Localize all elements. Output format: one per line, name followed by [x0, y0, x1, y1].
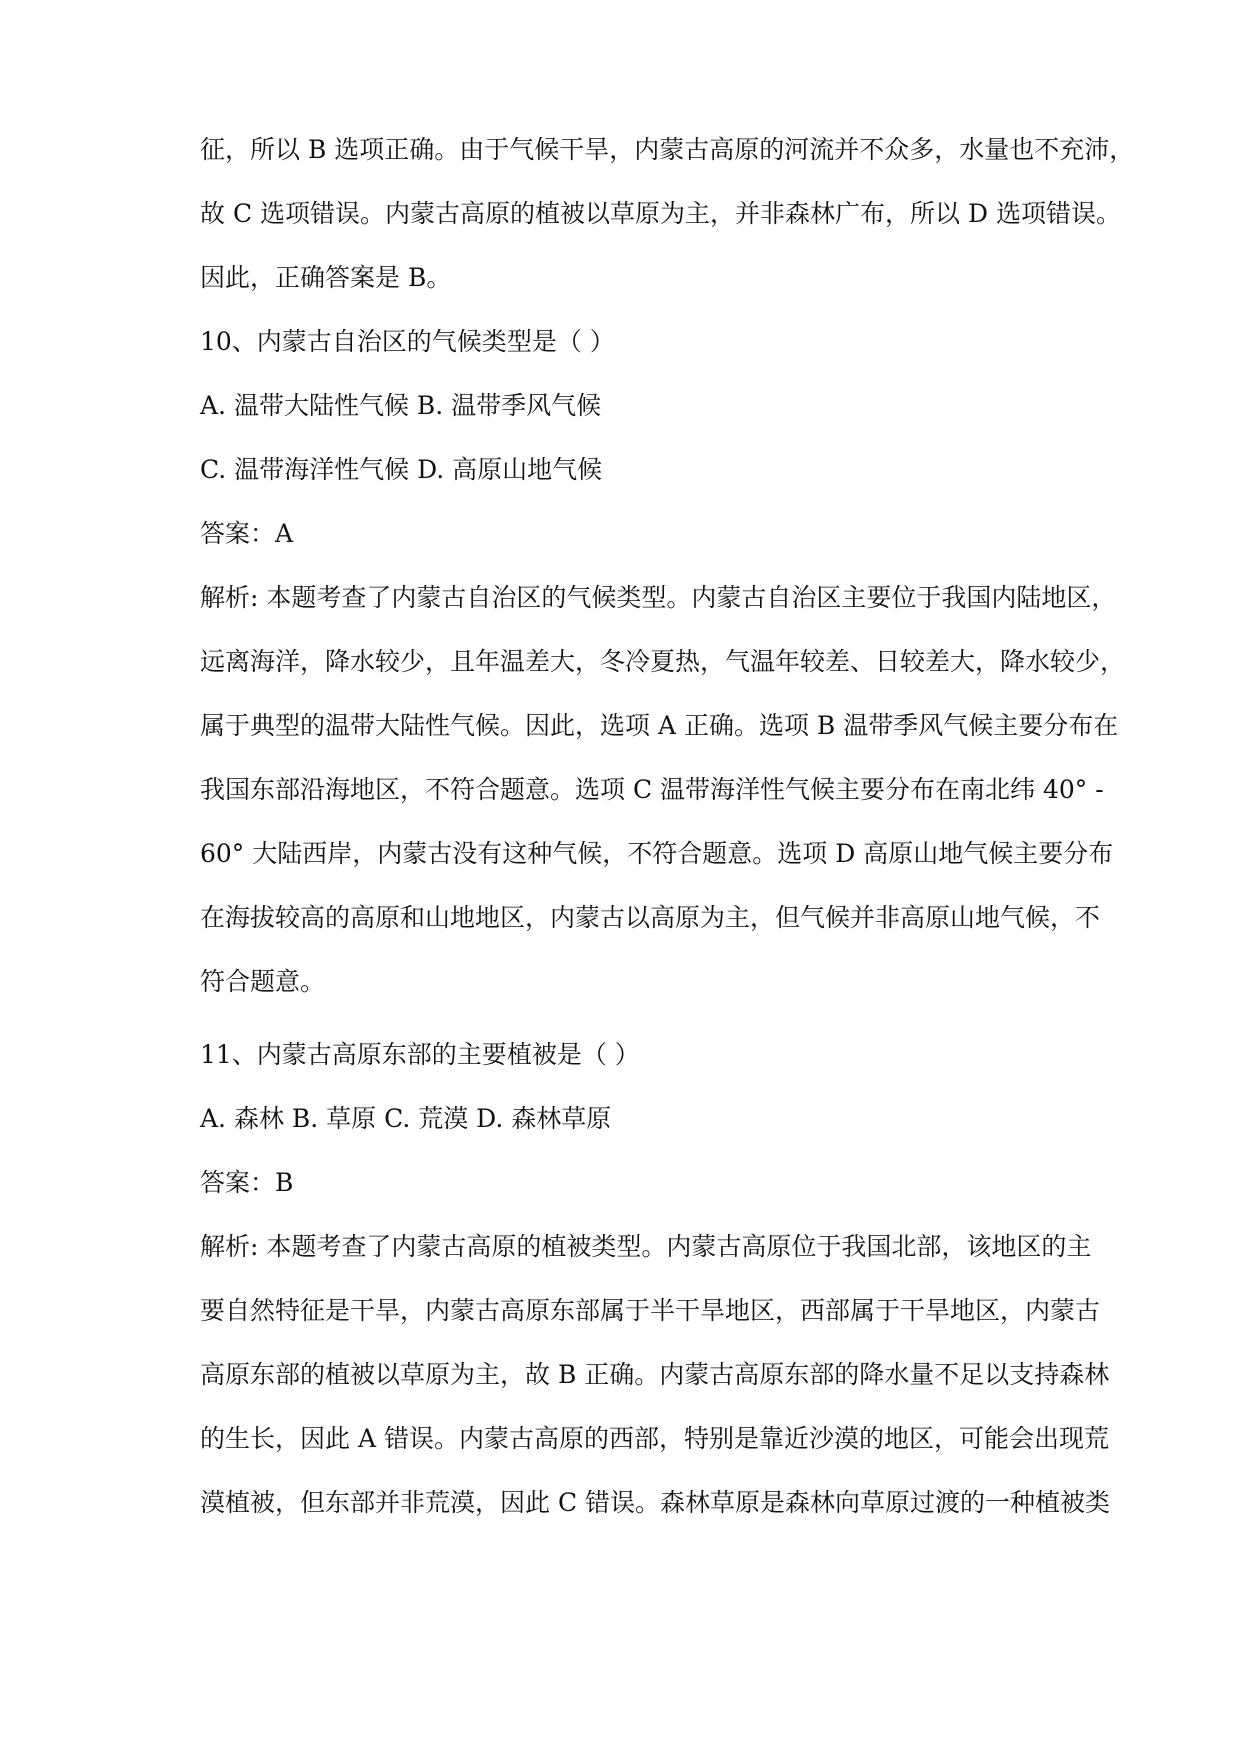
question-11-analysis: 解析: 本题考查了内蒙古高原的植被类型。内蒙古高原位于我国北部，该地区的主 — [200, 1232, 1092, 1261]
question-11-options: A. 森林 B. 草原 C. 荒漠 D. 森林草原 — [200, 1104, 612, 1133]
text-line: 漠植被，但东部并非荒漠，因此 C 错误。森林草原是森林向草原过渡的一种植被类 — [200, 1488, 1111, 1517]
question-11-answer: 答案：B — [200, 1168, 294, 1197]
text-line: 我国东部沿海地区，不符合题意。选项 C 温带海洋性气候主要分布在南北纬 40° - — [200, 775, 1104, 804]
text-line: 在海拔较高的高原和山地地区，内蒙古以高原为主，但气候并非高原山地气候，不 — [200, 903, 1101, 932]
text-line: 符合题意。 — [200, 967, 326, 996]
text-line: 远离海洋，降水较少，且年温差大，冬冷夏热，气温年较差、日较差大，降水较少， — [200, 647, 1126, 676]
question-10-options-cd: C. 温带海洋性气候 D. 高原山地气候 — [200, 455, 603, 484]
text-line: 60° 大陆西岸，内蒙古没有这种气候，不符合题意。选项 D 高原山地气候主要分布 — [200, 839, 1114, 868]
text-line: 高原东部的植被以草原为主，故 B 正确。内蒙古高原东部的降水量不足以支持森林 — [200, 1360, 1110, 1389]
question-10-stem: 10、内蒙古自治区的气候类型是（ ） — [200, 327, 615, 356]
question-11-stem: 11、内蒙古高原东部的主要植被是（ ） — [200, 1040, 640, 1069]
question-10-analysis: 解析: 本题考查了内蒙古自治区的气候类型。内蒙古自治区主要位于我国内陆地区， — [200, 583, 1117, 612]
text-line: 属于典型的温带大陆性气候。因此，选项 A 正确。选项 B 温带季风气候主要分布在 — [200, 711, 1119, 740]
text-line: 因此，正确答案是 B。 — [200, 263, 452, 292]
question-10-options-ab: A. 温带大陆性气候 B. 温带季风气候 — [200, 391, 602, 420]
text-line: 的生长，因此 A 错误。内蒙古高原的西部，特别是靠近沙漠的地区，可能会出现荒 — [200, 1424, 1109, 1453]
text-line: 故 C 选项错误。内蒙古高原的植被以草原为主，并非森林广布，所以 D 选项错误。 — [200, 199, 1121, 228]
question-10-answer: 答案：A — [200, 519, 294, 548]
text-line: 征，所以 B 选项正确。由于气候干旱，内蒙古高原的河流并不众多，水量也不充沛， — [200, 135, 1135, 164]
text-line: 要自然特征是干旱，内蒙古高原东部属于半干旱地区，西部属于干旱地区，内蒙古 — [200, 1296, 1101, 1325]
